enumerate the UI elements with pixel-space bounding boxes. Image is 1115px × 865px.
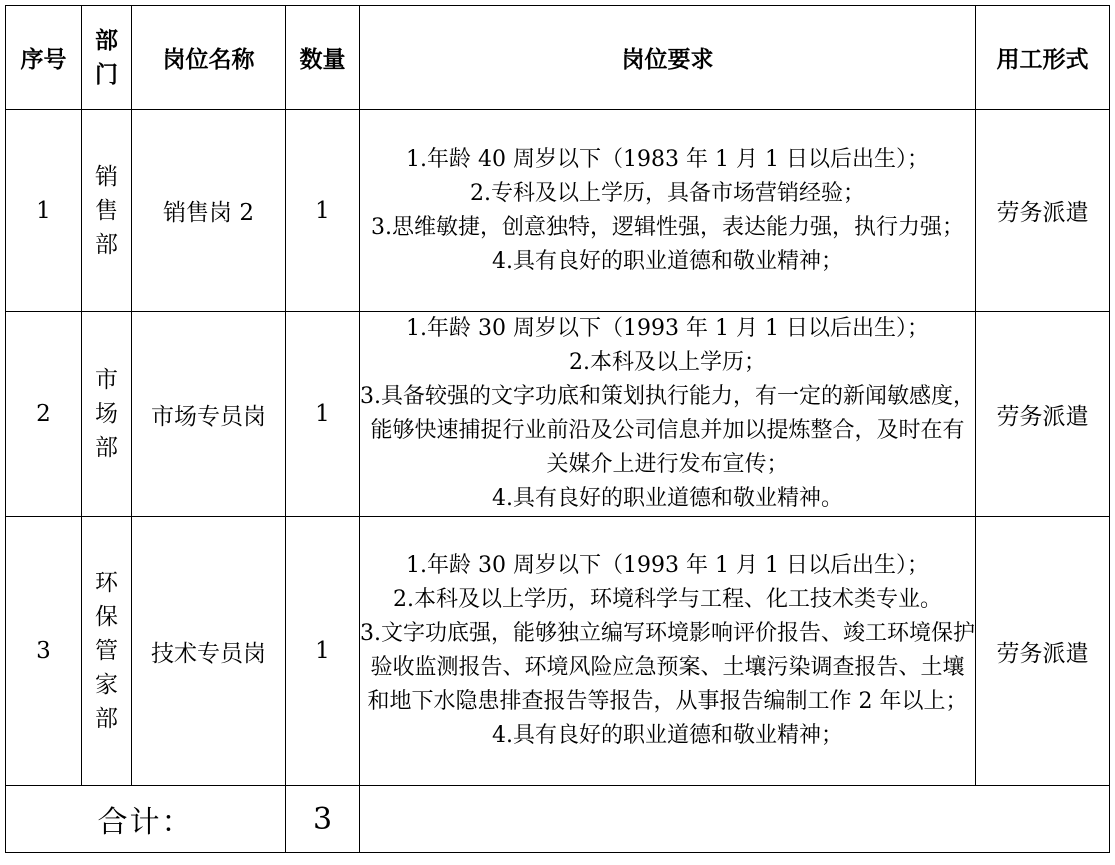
header-department-text: 部门 bbox=[94, 27, 118, 88]
total-label: 合计： bbox=[6, 786, 286, 853]
row-employment: 劳务派遣 bbox=[976, 312, 1110, 517]
row-position: 技术专员岗 bbox=[132, 517, 286, 786]
table-row bbox=[6, 110, 1110, 312]
total-value: 3 bbox=[286, 786, 360, 853]
header-employment: 用工形式 bbox=[976, 6, 1110, 110]
requirement-item: 4.具有良好的职业道德和敬业精神。 bbox=[492, 486, 843, 511]
requirement-item: 1.年龄 30 周岁以下（1993 年 1 月 1 日以后出生）； bbox=[406, 553, 929, 578]
row-position: 销售岗 2 bbox=[132, 110, 286, 312]
requirement-item: 3.具备较强的文字功底和策划执行能力，有一定的新闻敏感度，能够快速捕捉行业前沿及公司信息并加以提炼整合，及时在有关媒介上进行发布宣传； bbox=[360, 384, 975, 477]
header-row bbox=[6, 6, 1110, 110]
row-department-text: 市场部 bbox=[94, 367, 118, 461]
row-employment: 劳务派遣 bbox=[976, 517, 1110, 786]
row-department bbox=[82, 312, 132, 517]
row-index: 3 bbox=[6, 517, 82, 786]
row-index: 2 bbox=[6, 312, 82, 517]
header-index: 序号 bbox=[6, 6, 82, 110]
recruitment-table bbox=[5, 5, 1110, 853]
row-employment: 劳务派遣 bbox=[976, 110, 1110, 312]
header-requirements: 岗位要求 bbox=[360, 6, 976, 110]
row-department-text: 销售部 bbox=[94, 163, 118, 258]
row-position: 市场专员岗 bbox=[132, 312, 286, 517]
requirement-item: 3.文字功底强，能够独立编写环境影响评价报告、竣工环境保护验收监测报告、环境风险应急预案、土壤污染调查报告、土壤和地下水隐患排查报告等报告，从事报告编制工作 2 年以上； bbox=[360, 621, 975, 714]
requirement-item: 2.专科及以上学历，具备市场营销经验； bbox=[470, 180, 865, 206]
requirement-item: 4.具有良好的职业道德和敬业精神； bbox=[492, 723, 843, 748]
row-requirements bbox=[360, 517, 976, 786]
requirement-item: 3.思维敏捷，创意独特，逻辑性强，表达能力强，执行力强； bbox=[371, 214, 964, 240]
requirement-item: 2.本科及以上学历，环境科学与工程、化工技术类专业。 bbox=[393, 587, 942, 612]
header-department bbox=[82, 6, 132, 110]
row-index: 1 bbox=[6, 110, 82, 312]
table-row bbox=[6, 312, 1110, 517]
requirement-item: 1.年龄 30 周岁以下（1993 年 1 月 1 日以后出生）； bbox=[406, 316, 929, 341]
total-row bbox=[6, 786, 1110, 853]
row-requirements bbox=[360, 312, 976, 517]
row-department bbox=[82, 110, 132, 312]
requirement-item: 1.年龄 40 周岁以下（1983 年 1 月 1 日以后出生）； bbox=[406, 146, 929, 172]
row-department bbox=[82, 517, 132, 786]
row-quantity: 1 bbox=[286, 312, 360, 517]
table-row bbox=[6, 517, 1110, 786]
header-quantity: 数量 bbox=[286, 6, 360, 110]
row-department-text: 环保管家部 bbox=[94, 570, 118, 732]
total-empty-cell bbox=[360, 786, 1110, 853]
row-quantity: 1 bbox=[286, 517, 360, 786]
requirement-item: 2.本科及以上学历； bbox=[569, 350, 766, 375]
row-quantity: 1 bbox=[286, 110, 360, 312]
requirement-item: 4.具有良好的职业道德和敬业精神； bbox=[492, 248, 843, 274]
header-position: 岗位名称 bbox=[132, 6, 286, 110]
row-requirements bbox=[360, 110, 976, 312]
